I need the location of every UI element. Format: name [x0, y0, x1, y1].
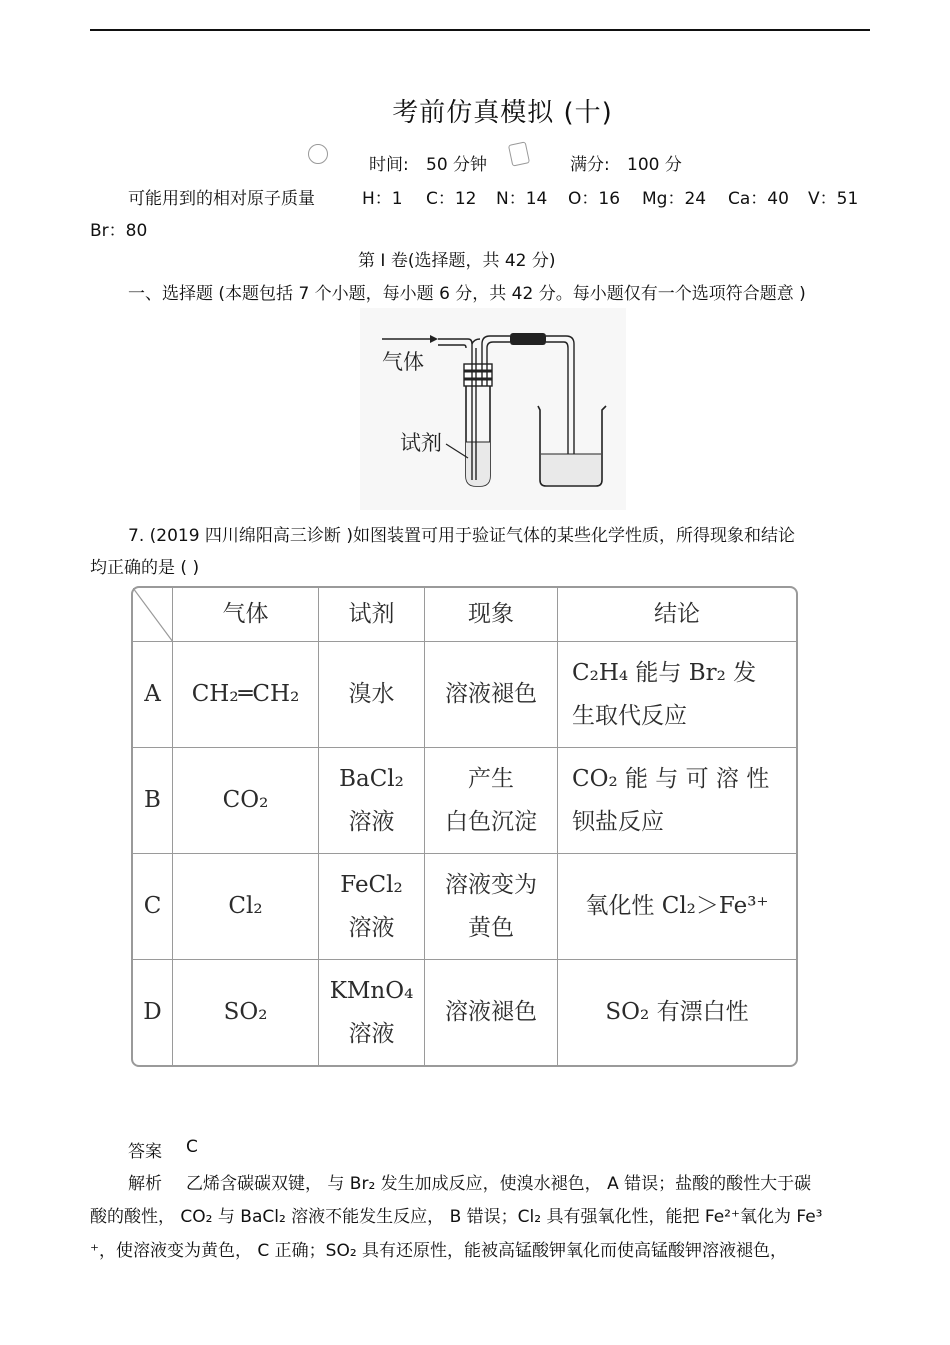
atomic-mass-h: H：1: [362, 189, 403, 209]
analysis-line-2: 酸的酸性， CO₂ 与 BaCl₂ 溶液不能发生反应， B 错误；Cl₂ 具有强氧化性，能把 Fe²⁺氧化为 Fe³: [90, 1207, 823, 1227]
top-rule: [90, 29, 870, 31]
paper-icon: [508, 141, 530, 166]
reagent-line: 溶液: [348, 1020, 395, 1047]
score-value: 100 分: [627, 155, 682, 175]
conclusion-cell: [558, 854, 796, 960]
reagent-line: 溶液: [348, 808, 395, 835]
conclusion-cell: [558, 960, 796, 1065]
gas-label: 气体: [382, 350, 424, 374]
option-letter: D: [133, 960, 173, 1065]
alarm-clock-icon: [308, 144, 328, 164]
analysis-line-1: 乙烯含碳碳双键， 与 Br₂ 发生加成反应，使溴水褪色， A 错误；盐酸的酸性大于碳: [186, 1174, 812, 1194]
answer-value: C: [186, 1137, 198, 1157]
reagent-cell: [319, 854, 425, 960]
question-line-2: 均正确的是 ( ): [90, 558, 200, 578]
atomic-mass-o: O：16: [568, 189, 621, 209]
reagent-line: BaCl₂: [339, 765, 404, 792]
header-reagent: 试剂: [319, 588, 425, 642]
page-title: 考前仿真模拟 (十): [392, 98, 613, 128]
atomic-mass-label: 可能用到的相对原子质量: [128, 189, 315, 209]
reagent-cell: [319, 748, 425, 854]
question-line-1: 7. (2019 四川绵阳高三诊断 )如图装置可用于验证气体的某些化学性质，所得现象和结论: [128, 526, 795, 546]
header-corner-cell: [133, 588, 173, 642]
gas-cell: CO₂: [173, 748, 319, 854]
stopper: [464, 364, 492, 386]
conclusion-line: 生取代反应: [572, 702, 687, 729]
apparatus-diagram: [360, 308, 626, 510]
phenomenon-line: 白色沉淀: [445, 808, 537, 835]
time-label: 时间:: [369, 155, 409, 175]
option-letter: A: [133, 642, 173, 748]
header-gas: 气体: [173, 588, 319, 642]
option-letter: C: [133, 854, 173, 960]
section-instruction: 一、选择题 (本题包括 7 个小题，每小题 6 分，共 42 分。每小题仅有一个选项符合题意 ): [128, 284, 806, 304]
phenomenon-cell: 溶液褪色: [425, 642, 558, 748]
conclusion-cell: [558, 642, 796, 748]
analysis-line-3: ⁺，使溶液变为黄色， C 正确；SO₂ 具有还原性，能被高锰酸钾氧化而使高锰酸钾溶液褪色，: [90, 1241, 788, 1261]
conclusion-cell: [558, 748, 796, 854]
phenomenon-cell: [425, 854, 558, 960]
analysis-label: 解析: [128, 1174, 162, 1194]
reagent-label: 试剂: [400, 431, 442, 455]
atomic-mass-mg: Mg：24: [642, 189, 707, 209]
reagent-line: 溶液: [348, 914, 395, 941]
conclusion-line: CO₂ 能 与 可 溶 性: [572, 765, 770, 792]
section-title: 第 Ⅰ 卷(选择题，共 42 分): [358, 251, 556, 271]
header-phenomenon: 现象: [425, 588, 558, 642]
reagent-line: FeCl₂: [340, 871, 403, 898]
phenomenon-cell: 溶液褪色: [425, 960, 558, 1065]
option-letter: B: [133, 748, 173, 854]
conclusion-line: C₂H₄ 能与 Br₂ 发: [572, 659, 757, 686]
gas-cell: CH₂═CH₂: [173, 642, 319, 748]
atomic-mass-c: C：12: [426, 189, 477, 209]
score-label: 满分:: [570, 155, 610, 175]
reagent-line: KMnO₄: [329, 977, 414, 1004]
gas-cell: SO₂: [173, 960, 319, 1065]
atomic-mass-ca: Ca：40: [728, 189, 789, 209]
phenomenon-line: 产生: [468, 765, 514, 792]
header-conclusion: 结论: [558, 588, 796, 642]
table-row: [133, 748, 796, 854]
atomic-mass-v: V：51: [808, 189, 859, 209]
conclusion-line: SO₂ 有漂白性: [605, 999, 749, 1025]
diagonal-line: [133, 588, 173, 642]
phenomenon-cell: [425, 748, 558, 854]
reagent-cell: 溴水: [319, 642, 425, 748]
gas-cell: Cl₂: [173, 854, 319, 960]
options-table: [131, 586, 798, 1067]
reagent-cell: [319, 960, 425, 1065]
phenomenon-line: 黄色: [468, 914, 514, 941]
atomic-mass-br: Br：80: [90, 221, 148, 241]
phenomenon-line: 溶液变为: [445, 871, 537, 898]
time-value: 50 分钟: [426, 155, 488, 175]
atomic-mass-n: N：14: [496, 189, 548, 209]
table-row: [133, 854, 796, 960]
answer-label: 答案: [128, 1142, 162, 1162]
rubber-tube: [510, 333, 546, 345]
conclusion-line: 钡盐反应: [572, 808, 664, 835]
table-row: [133, 960, 796, 1065]
table-header-row: [133, 588, 796, 642]
conclusion-line: 氧化性 Cl₂＞Fe³⁺: [585, 893, 769, 919]
table-row: [133, 642, 796, 748]
